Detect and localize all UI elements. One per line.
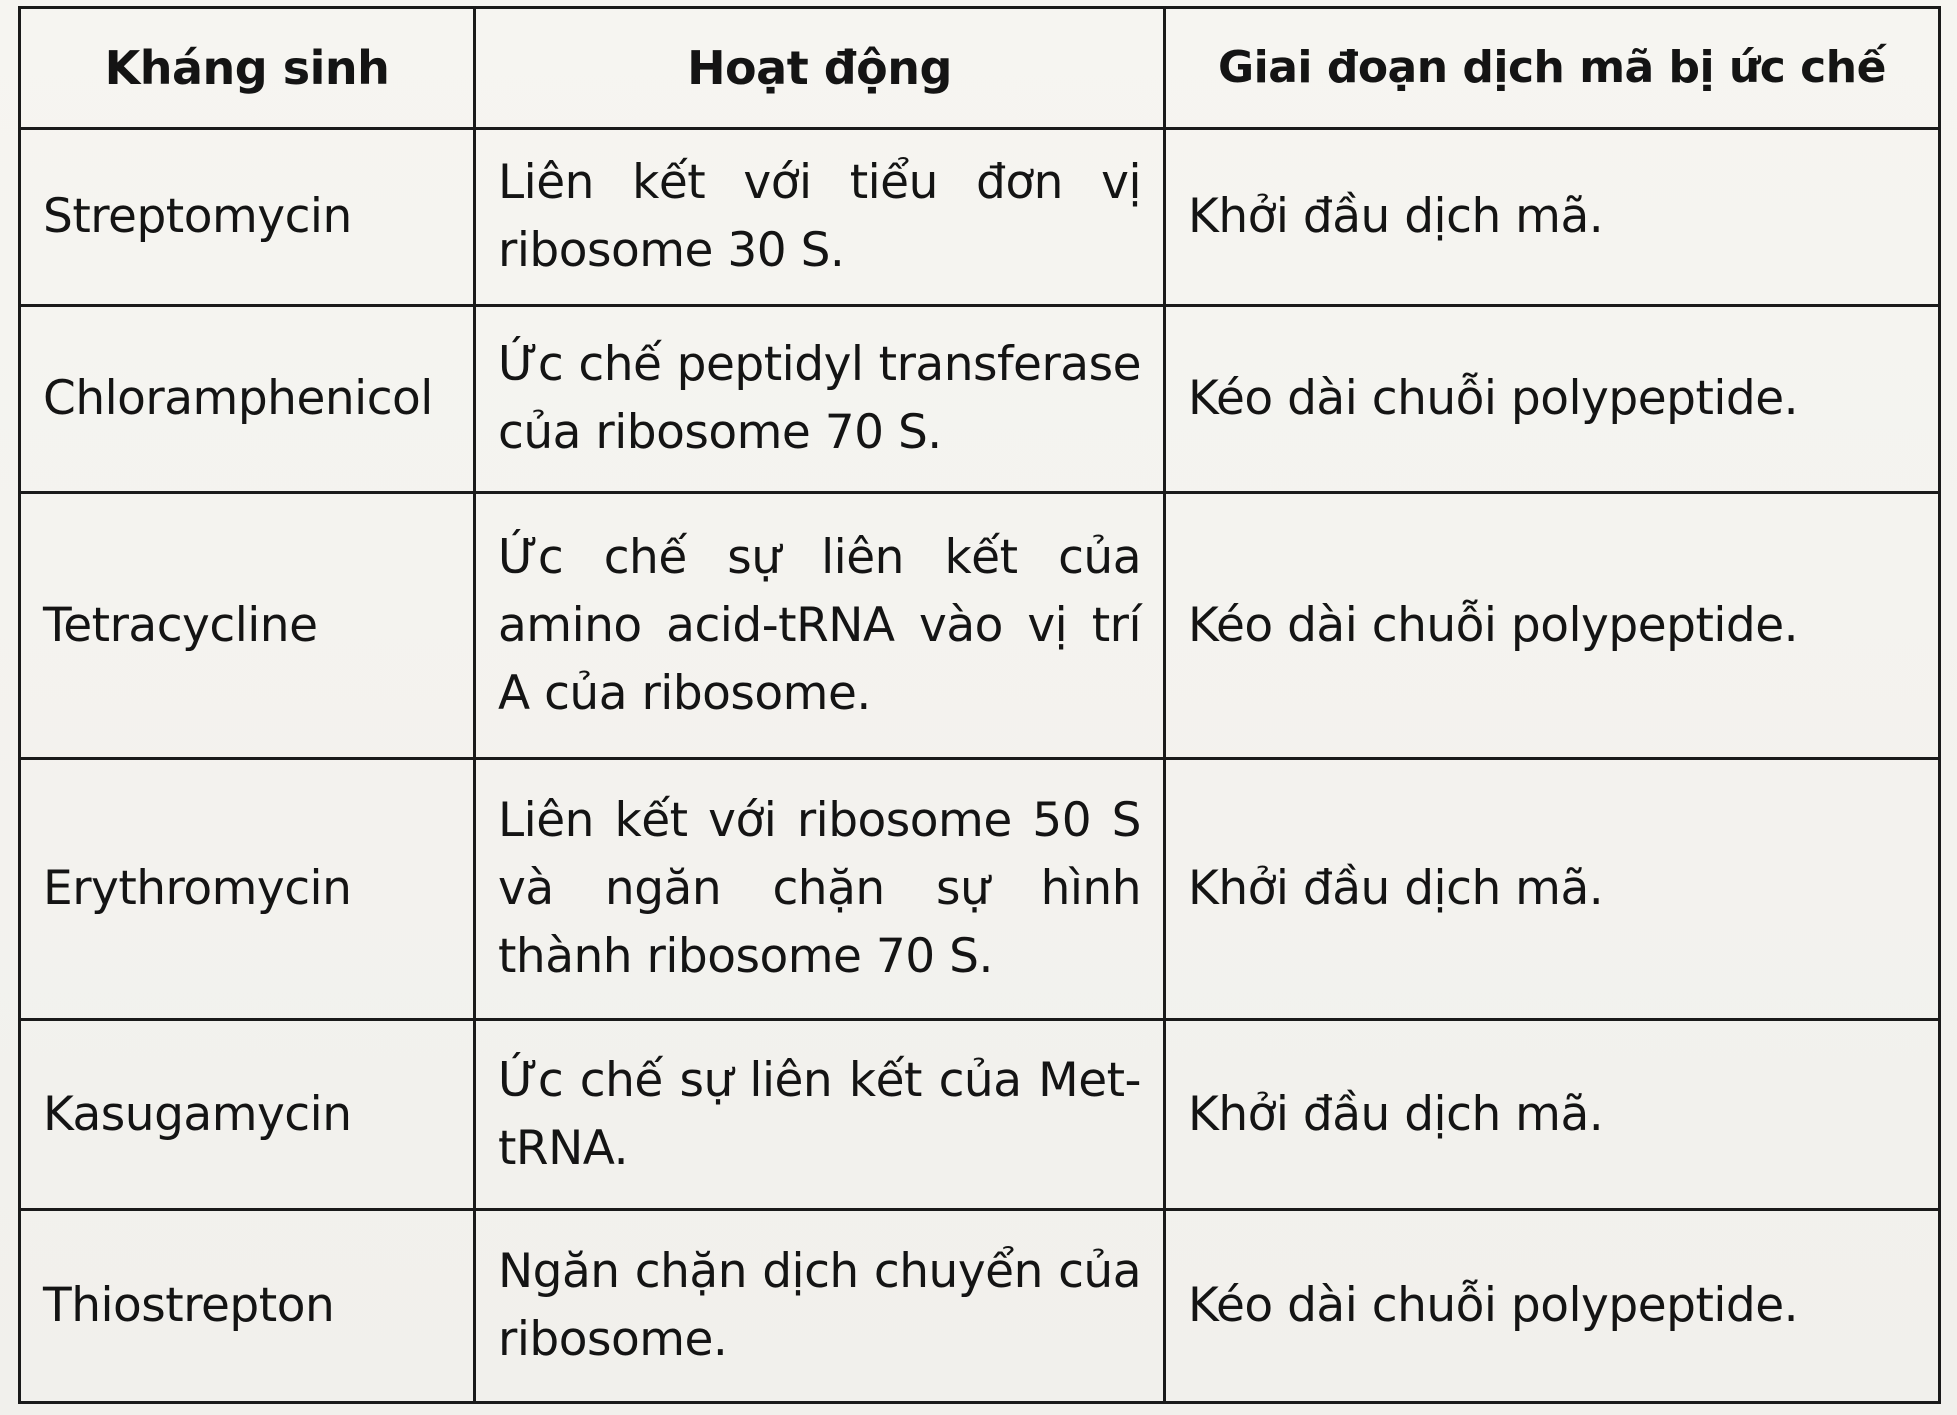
- table-row: [20, 1020, 1940, 1210]
- table-row: [20, 493, 1940, 759]
- antibiotic-name: Kasugamycin: [20, 1020, 475, 1210]
- inhibited-stage: Kéo dài chuỗi polypeptide.: [1165, 493, 1940, 759]
- antibiotic-activity: Ức chế sự liên kết của Met-tRNA.: [475, 1020, 1165, 1210]
- header-row: [20, 8, 1940, 129]
- header-activity: Hoạt động: [475, 8, 1165, 129]
- table-row: [20, 1210, 1940, 1403]
- antibiotic-activity: Ngăn chặn dịch chuyển của ribosome.: [475, 1210, 1165, 1403]
- antibiotic-activity: Liên kết với ribosome 50 S và ngăn chặn sự hình thành ribosome 70 S.: [475, 759, 1165, 1020]
- inhibited-stage: Kéo dài chuỗi polypeptide.: [1165, 306, 1940, 493]
- header-antibiotic: Kháng sinh: [20, 8, 475, 129]
- table-row: [20, 759, 1940, 1020]
- antibiotics-table: [18, 6, 1941, 1404]
- antibiotic-name: Erythromycin: [20, 759, 475, 1020]
- inhibited-stage: Khởi đầu dịch mã.: [1165, 759, 1940, 1020]
- inhibited-stage: Kéo dài chuỗi polypeptide.: [1165, 1210, 1940, 1403]
- antibiotic-name: Chloramphenicol: [20, 306, 475, 493]
- antibiotic-name: Thiostrepton: [20, 1210, 475, 1403]
- antibiotic-name: Tetracycline: [20, 493, 475, 759]
- antibiotic-activity: Ức chế sự liên kết của amino acid-tRNA vào vị trí A của ribosome.: [475, 493, 1165, 759]
- antibiotic-activity: Liên kết với tiểu đơn vị ribosome 30 S.: [475, 129, 1165, 306]
- header-inhibited-stage: Giai đoạn dịch mã bị ức chế: [1165, 8, 1940, 129]
- inhibited-stage: Khởi đầu dịch mã.: [1165, 129, 1940, 306]
- table-row: [20, 129, 1940, 306]
- table-row: [20, 306, 1940, 493]
- inhibited-stage: Khởi đầu dịch mã.: [1165, 1020, 1940, 1210]
- antibiotic-name: Streptomycin: [20, 129, 475, 306]
- antibiotic-activity: Ức chế peptidyl transferase của ribosome 70 S.: [475, 306, 1165, 493]
